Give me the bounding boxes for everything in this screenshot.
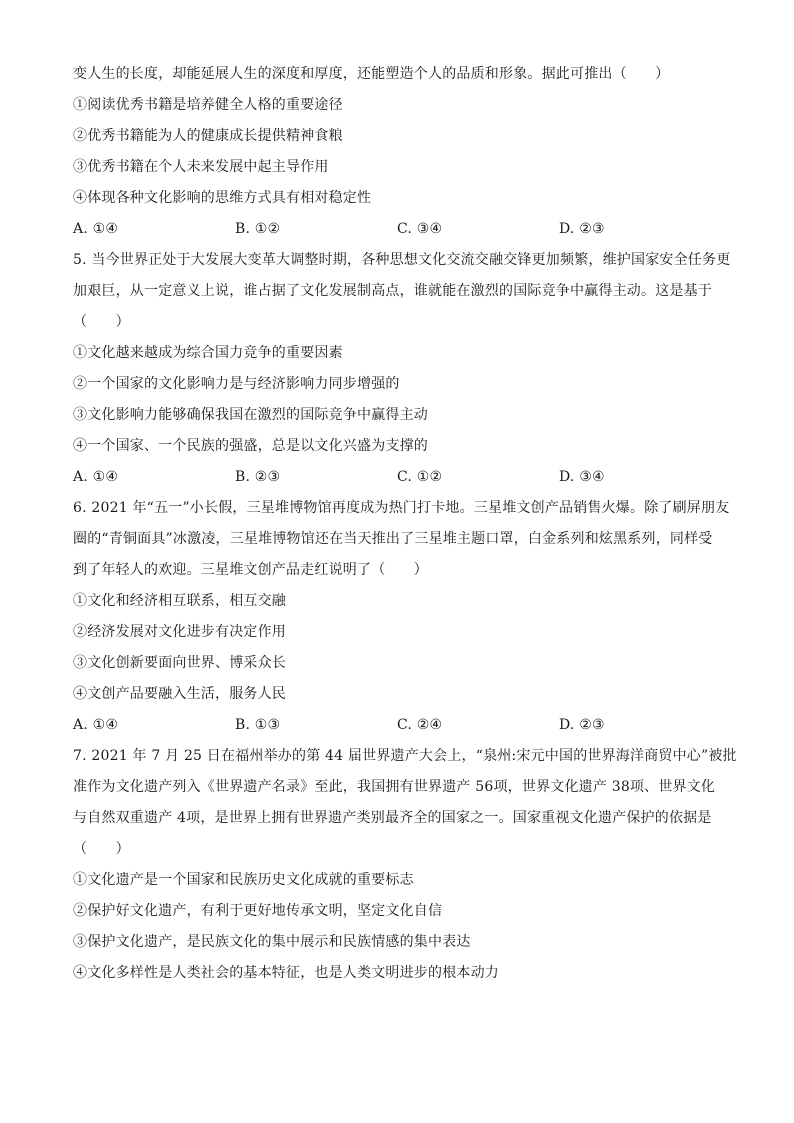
question-5 (73, 248, 731, 496)
question-7-statement-3: ③保护文化遗产，是民族文化的集中展示和民族情感的集中表达 (73, 934, 471, 950)
question-6-statement-3: ③文化创新要面向世界、博采众长 (73, 655, 286, 671)
question-4-option-c[interactable]: C. ③④ (397, 221, 443, 237)
question-7-stem-line-3: 与自然双重遗产 4项，是世界上拥有世界遗产类别最齐全的国家之一。国家重视文化遗产保护的依据是 (73, 810, 712, 826)
question-4-stem: 变人生的长度，却能延展人生的深度和厚度，还能塑造个人的品质和形象。据此可推出（ ） (73, 66, 670, 82)
question-5-statement-3: ③文化影响力能够确保我国在激烈的国际竞争中赢得主动 (73, 407, 428, 423)
question-4-options (73, 217, 723, 248)
question-4-option-b[interactable]: B. ①② (235, 221, 281, 237)
question-7-stem-line-2: 准作为文化遗产列入《世界遗产名录》至此，我国拥有世界遗产 56项，世界文化遗产 38项、世界文化 (73, 779, 716, 795)
question-5-statement-4: ④一个国家、一个民族的强盛，总是以文化兴盛为支撑的 (73, 438, 428, 454)
question-4-statement-1: ①阅读优秀书籍是培养健全人格的重要途径 (73, 97, 343, 113)
question-6-stem-line-3: 到了年轻人的欢迎。三星堆文创产品走红说明了（ ） (73, 562, 428, 578)
question-6-option-b[interactable]: B. ①③ (235, 717, 281, 733)
question-4-statement-4: ④体现各种文化影响的思维方式具有相对稳定性 (73, 190, 372, 206)
question-4 (73, 62, 723, 248)
question-6-statement-4: ④文创产品要融入生活，服务人民 (73, 686, 286, 702)
question-7-statement-4: ④文化多样性是人类社会的基本特征，也是人类文明进步的根本动力 (73, 965, 499, 981)
question-7 (73, 744, 737, 992)
question-6-options (73, 713, 723, 744)
question-5-statement-2: ②一个国家的文化影响力是与经济影响力同步增强的 (73, 376, 400, 392)
question-4-statement-2: ②优秀书籍能为人的健康成长提供精神食粮 (73, 128, 343, 144)
question-6-stem-line-1: 6. 2021 年“五一”小长假，三星堆博物馆再度成为热门打卡地。三星堆文创产品销售火爆。除了刷屏朋友 (73, 500, 730, 516)
question-5-stem-line-2: 加艰巨，从一定意义上说，谁占据了文化发展制高点，谁就能在激烈的国际竞争中赢得主动。这是基于 (73, 283, 712, 299)
question-4-option-a[interactable]: A. ①④ (73, 221, 119, 237)
question-5-stem-line-1: 5. 当今世界正处于大发展大变革大调整时期，各种思想文化交流交融交锋更加频繁，维护国家安全任务更 (73, 252, 731, 268)
question-5-statement-1: ①文化越来越成为综合国力竞争的重要因素 (73, 345, 343, 361)
question-6-statement-1: ①文化和经济相互联系，相互交融 (73, 593, 286, 609)
question-6-stem-line-2: 圈的“青铜面具”冰激凌，三星堆博物馆还在当天推出了三星堆主题口罩，白金系列和炫黑系列，同样受 (73, 531, 713, 547)
question-6-option-a[interactable]: A. ①④ (73, 717, 119, 733)
question-5-options (73, 465, 723, 496)
question-6 (73, 496, 730, 744)
question-5-stem-line-3: （ ） (73, 314, 130, 330)
question-5-option-d[interactable]: D. ③④ (559, 469, 605, 485)
exam-page (73, 62, 737, 992)
question-7-stem-line-1: 7. 2021 年 7 月 25 日在福州举办的第 44 届世界遗产大会上，“泉州:宋元中国的世界海洋商贸中心”被批 (73, 748, 737, 764)
question-7-statement-1: ①文化遗产是一个国家和民族历史文化成就的重要标志 (73, 872, 414, 888)
question-7-stem-line-4: （ ） (73, 841, 130, 857)
question-7-statement-2: ②保护好文化遗产，有利于更好地传承文明，坚定文化自信 (73, 903, 443, 919)
question-4-statement-3: ③优秀书籍在个人未来发展中起主导作用 (73, 159, 329, 175)
question-5-option-a[interactable]: A. ①④ (73, 469, 119, 485)
question-6-option-c[interactable]: C. ②④ (397, 717, 443, 733)
question-4-option-d[interactable]: D. ②③ (559, 221, 605, 237)
question-5-option-c[interactable]: C. ①② (397, 469, 443, 485)
question-6-statement-2: ②经济发展对文化进步有决定作用 (73, 624, 286, 640)
question-5-option-b[interactable]: B. ②③ (235, 469, 281, 485)
question-6-option-d[interactable]: D. ②③ (559, 717, 605, 733)
